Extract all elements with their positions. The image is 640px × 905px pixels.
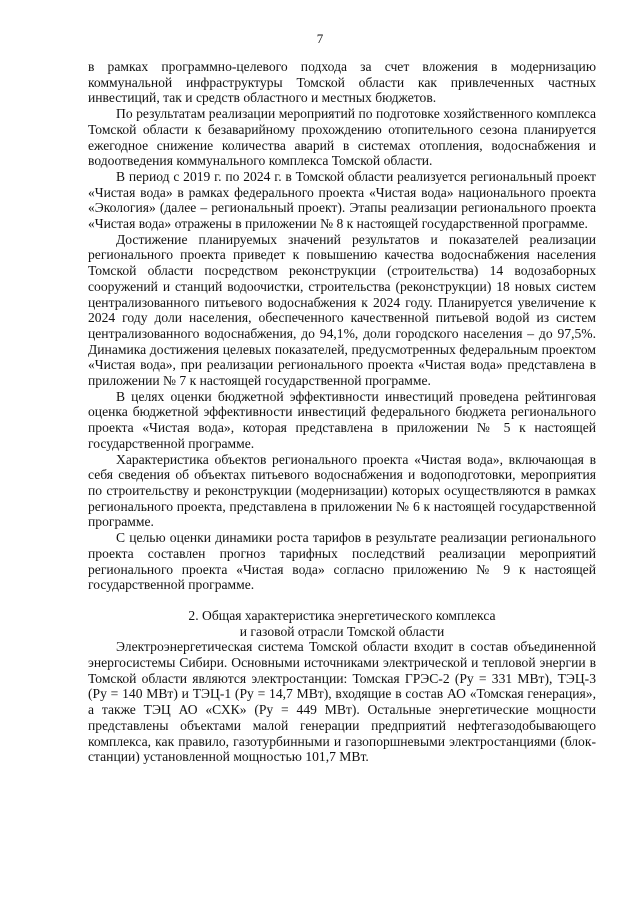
document-body [88,59,596,765]
section-heading-line-1: 2. Общая характеристика энергетического комплекса [188,607,496,623]
section-heading-line-2: и газовой отрасли Томской области [239,623,445,639]
paragraph-project-objects: Характеристика объектов регионального проекта «Чистая вода», включающая в себя сведения об объектах питьевого водоснабжения и водоподготовки, мероприятия по строительству и реконструкции (модернизации) которых осуществляются в рамках регионального проекта, представлена в приложении № 6 к настоящей государственной программе. [88,451,596,530]
paragraph-tariff-forecast: С целью оценки динамики роста тарифов в результате реализации регионального проекта составлен прогноз тарифных последствий реализации мероприятий регионального проекта «Чистая вода» согласно приложению № 9 к настоящей государственной программе. [88,530,596,593]
paragraph-heating-season: По результатам реализации мероприятий по подготовке хозяйственного комплекса Томской области к безаварийному прохождению отопительного сезона планируется ежегодное снижение количества аварий в системах отопления, водоснабжения и водоотведения коммунального комплекса Томской области. [88,106,596,169]
section-heading [88,608,596,639]
paragraph-budget-efficiency: В целях оценки бюджетной эффективности инвестиций проведена рейтинговая оценка бюджетной эффективности инвестиций федерального бюджета регионального проекта «Чистая вода», которая представлена в приложении № 5 к настоящей государственной программе. [88,388,596,451]
paragraph-planned-results: Достижение планируемых значений результатов и показателей реализации регионального проекта приведет к повышению качества водоснабжения населения Томской области посредством реконструкции (строительства) 14 водозаборных сооружений и станций водоочистки, строительства (реконструкции) 18 новых систем централизованного питьевого водоснабжения к 2024 году. Планируется увеличение к 2024 году доли населения, обеспеченного качественной питьевой водой из систем централизованного водоснабжения, до 94,1%, доли городского населения – до 97,5%. Динамика достижения целевых показателей, предусмотренных федеральным проектом «Чистая вода», при реализации регионального проекта «Чистая вода» представлена в приложении № 7 к настоящей государственной программе. [88,231,596,389]
paragraph-continued: в рамках программно-целевого подхода за счет вложения в модернизацию коммунальной инфраструктуры Томской области как привлеченных частных инвестиций, так и средств областного и местных бюджетов. [88,59,596,106]
paragraph-energy-system: Электроэнергетическая система Томской области входит в состав объединенной энергосистемы Сибири. Основными источниками электрической и тепловой энергии в Томской области являются электростанции: Томская ГРЭС-2 (Ру = 331 МВт), ТЭЦ-3 (Ру = 140 МВт) и ТЭЦ-1 (Ру = 14,7 МВт), входящие в состав АО «Томская генерация», а также ТЭЦ АО «СХК» (Ру = 449 МВт). Остальные энергетические мощности представлены объектами малой генерации предприятий нефтегазодобывающего комплекса, как правило, газотурбинными и газопоршневыми электростанциями (блок-станции) установленной мощностью 101,7 МВт. [88,639,596,765]
page-number: 7 [316,31,324,46]
paragraph-clean-water-project: В период с 2019 г. по 2024 г. в Томской области реализуется региональный проект «Чистая вода» в рамках федерального проекта «Чистая вода» национального проекта «Экология» (далее – региональный проект). Этапы реализации регионального проекта «Чистая вода» отражены в приложении № 8 к настоящей государственной программе. [88,168,596,232]
